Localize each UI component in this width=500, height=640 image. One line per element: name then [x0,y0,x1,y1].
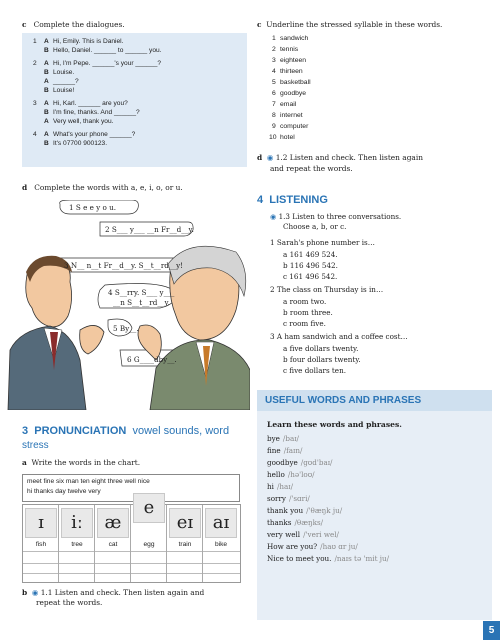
stress-word-6: 6 goodbye [272,90,307,97]
chart-column [95,505,131,582]
tree-picture-icon: iː [61,508,93,538]
bubble-6: 6 G____dby__. [127,355,177,364]
listening-question-3: 3 A ham sandwich and a coffee cost… [270,332,408,341]
phrase-item: goodbye /gʊd'baɪ/ [267,458,333,467]
chart-word: tree [71,541,83,548]
pronunciation-section-title: 3 PRONUNCIATION vowel sounds, word [22,425,230,437]
phrase-item: sorry /'sɑri/ [267,494,310,503]
answer-option: a room two. [283,297,327,306]
exercise-label: c [22,20,27,29]
answer-option: a 161 469 524. [283,250,338,259]
exercise-d-right-heading: d ◉ 1.2 Listen and check. Then listen again [257,153,423,162]
bubble-4a: 4 S__rry. S___ y___ [108,288,175,297]
stress-word-7: 7 email [272,101,297,108]
audio-icon[interactable]: ◉ [270,212,277,221]
exercise-d-right-line2: and repeat the words. [270,164,353,173]
phrase-item: hi /haɪ/ [267,482,293,491]
vowel-sound-chart [22,496,241,583]
stress-word-2: 2 tennis [272,46,299,53]
exercise-a-heading: a Write the words in the chart. [22,458,141,467]
answer-option: c 161 496 542. [283,272,338,281]
listening-intro: ◉ 1.3 Listen to three conversations. [270,212,402,221]
exercise-b-line2: repeat the words. [36,598,103,607]
exercise-instruction: Complete the words with a, e, i, o, or u. [34,183,183,192]
answer-option: b 116 496 542. [283,261,338,270]
bubble-1: 1 S e e y o u. [69,203,117,212]
audio-icon[interactable]: ◉ [266,153,274,162]
phrase-item: thank you /'θæŋk ju/ [267,506,343,515]
cat-picture-icon: æ [97,508,129,538]
stress-word-5: 5 basketball [272,79,311,86]
chart-column [203,505,239,582]
stress-word-10: 10 hotel [269,134,295,141]
chart-word: train [178,541,192,548]
chart-column [59,505,95,582]
chart-word: egg [143,541,155,548]
exercise-c-right-heading: c Underline the stressed syllable in these words. [257,20,443,29]
audio-icon[interactable]: ◉ [31,588,39,597]
exercise-label: d [22,183,28,192]
chart-word: bike [214,541,228,548]
answer-option: b room three. [283,308,333,317]
stress-word-3: 3 eighteen [272,57,307,64]
bike-picture-icon: aɪ [205,508,237,538]
phrase-item: very well /'veri wel/ [267,530,339,539]
egg-picture-icon: e [133,493,165,523]
dialogue-box: 1 A Hi, Emily. This is Daniel. B Hello, Daniel. ______ to ______ you. 2 A Hi, I'm Pepe. ______'s your ______? B Louise. A ______? B Louise! 3 A Hi, Karl. ______ are you? B I'm fine, thanks. And ______? A Very well, thank you. 4 A What's your phone ______? B It's 07700 900123. [22,33,247,167]
phrase-item: thanks /θæŋks/ [267,518,324,527]
phrase-item: hello /hə'loʊ/ [267,470,315,479]
bubble-3: 3 N__ n__t Fr__d__y. S__t__rd__y! [64,261,184,270]
stress-word-8: 8 internet [272,112,303,119]
phrase-item: fine /faɪn/ [267,446,303,455]
phrase-item: How are you? /haʊ ɑr ju/ [267,542,358,551]
listening-question-1: 1 Sarah's phone number is… [270,238,375,247]
stress-word-1: 1 sandwich [272,35,309,42]
exercise-b-heading: b ◉ 1.1 Listen and check. Then listen again and [22,588,205,597]
useful-words-box [257,390,492,620]
word-box-line: hi thanks day twelve very [27,488,101,495]
chart-word: fish [35,541,47,548]
exercise-d-left-heading [22,183,183,192]
chart-column [131,496,167,582]
word-box [22,474,240,502]
useful-words-title: USEFUL WORDS AND PHRASES [265,395,422,406]
bubble-4b: __n S__t__rd__y. [113,298,170,307]
fish-picture-icon: ɪ [25,508,57,538]
word-box-line: meet fine six man ten eight three well nice [27,478,150,485]
chart-column [167,505,203,582]
chart-column [23,505,59,582]
exercise-c-left-heading [22,20,125,29]
useful-words-header [257,390,492,411]
bubble-5: 5 By__. [113,324,139,333]
listening-intro-line2: Choose a, b, or c. [283,222,347,231]
listening-section-title: 4 LISTENING [257,194,328,206]
page-number: 5 [483,621,500,640]
answer-option: b four dollars twenty. [283,355,361,364]
bubble-2: 2 S___ y___ __n Fr__d__y. [105,225,194,234]
phrase-item: Nice to meet you. /naɪs tə 'mit ju/ [267,554,390,563]
phrase-item: bye /baɪ/ [267,434,299,443]
stress-word-9: 9 computer [272,123,309,130]
exercise-instruction: Complete the dialogues. [33,20,125,29]
useful-words-subtitle: Learn these words and phrases. [267,420,402,429]
pronunciation-title-line2: stress [22,440,49,451]
answer-option: c five dollars ten. [283,366,346,375]
listening-question-2: 2 The class on Thursday is in… [270,285,384,294]
train-picture-icon: eɪ [169,508,201,538]
stress-word-4: 4 thirteen [272,68,303,75]
answer-option: a five dollars twenty. [283,344,359,353]
answer-option: c room five. [283,319,326,328]
chart-word: cat [108,541,118,548]
